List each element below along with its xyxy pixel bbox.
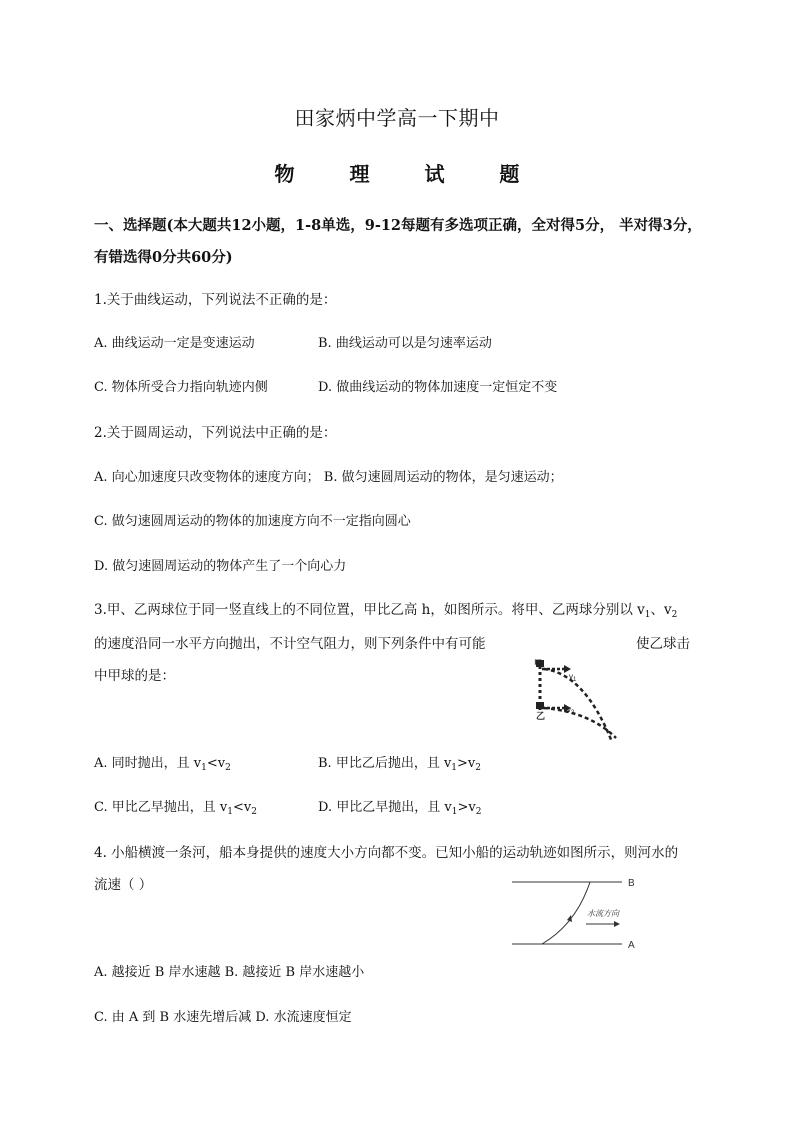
q4-flow-arrowhead <box>614 921 620 927</box>
q3-option-d: D. 甲比乙早抛出，且 $v_1>v_2$ <box>318 800 482 817</box>
q3-stem-line2-right: 使乙球击 <box>636 636 690 652</box>
q3-label-v1: $v_1$ <box>569 672 577 683</box>
q1-option-b: B. 曲线运动可以是匀速率运动 <box>318 336 492 351</box>
q3-label-jia: 甲 <box>534 659 542 668</box>
q3-option-c: C. 甲比乙早抛出，且 $v_1<v_2$ <box>94 800 257 817</box>
q3-stem-line3: 中甲球的是： <box>94 668 175 684</box>
q1-stem: 1.关于曲线运动，下列说法不正确的是： <box>94 292 337 308</box>
q2-option-d: D. 做匀速圆周运动的物体产生了一个向心力 <box>94 559 347 574</box>
q4-river-figure <box>510 872 644 956</box>
school-title: 田家炳中学高一下期中 <box>294 106 500 130</box>
section-heading: 一、选择题(本大题共12小题，1-8单选，9-12每题有多选项正确，全对得5分， 半对得3分，有错选得0分共60分) <box>94 217 702 266</box>
q4-option-ab: A. 越接近 B 岸水速越 B. 越接近 B 岸水速越小 <box>94 965 365 980</box>
q3-trajectory-jia <box>544 669 612 742</box>
q3-label-yi: 乙 <box>536 711 546 721</box>
subject-title: 物 理 试 题 <box>274 162 520 186</box>
q2-option-c: C. 做匀速圆周运动的物体的加速度方向不一定指向圆心 <box>94 514 411 529</box>
q3-option-b: B. 甲比乙后抛出，且 $v_1>v_2$ <box>318 756 482 773</box>
q3-stem-line1: 3.甲、乙两球位于同一竖直线上的不同位置，甲比乙高 h，如图所示。将甲、乙两球分别以 $v_1$、$v_2$ <box>94 602 678 620</box>
q4-boat-trajectory <box>542 882 590 944</box>
q3-option-a: A. 同时抛出，且 $v_1<v_2$ <box>94 756 231 773</box>
q4-trajectory-arrowhead <box>567 915 572 922</box>
q1-option-d: D. 做曲线运动的物体加速度一定恒定不变 <box>318 380 558 395</box>
q1-option-a: A. 曲线运动一定是变速运动 <box>94 336 255 351</box>
q2-stem: 2.关于圆周运动，下列说法中正确的是： <box>94 425 337 441</box>
q3-stem-line2-left: 的速度沿同一水平方向抛出，不计空气阻力，则下列条件中有可能 <box>94 636 486 652</box>
q2-option-ab: A. 向心加速度只改变物体的速度方向； B. 做匀速圆周运动的物体，是匀速运动； <box>94 470 563 485</box>
q1-option-c: C. 物体所受合力指向轨迹内侧 <box>94 380 268 395</box>
q4-stem-line1: 4. 小船横渡一条河，船本身提供的速度大小方向都不变。已知小船的运动轨迹如图所示，则河水的 <box>94 845 679 861</box>
q3-label-v2: $v_2$ <box>567 705 575 716</box>
q3-trajectory-yi <box>544 708 616 738</box>
q4-label-b: B <box>628 878 635 889</box>
q4-stem-line2: 流速（ ） <box>94 877 153 893</box>
q4-flow-label: 水流方向 <box>587 909 619 918</box>
q4-label-a: A <box>628 940 635 951</box>
q4-option-cd: C. 由 A 到 B 水速先增后减 D. 水流速度恒定 <box>94 1010 352 1025</box>
q3-projectile-figure <box>520 652 626 748</box>
